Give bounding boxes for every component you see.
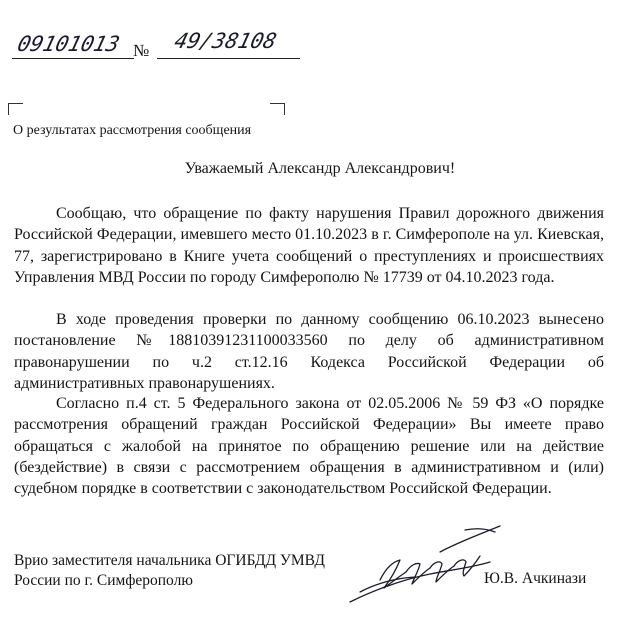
subject-bracket-left [8,103,23,115]
paragraph-appeal-rights: Согласно п.4 ст. 5 Федерального закона от 02.05.2006 № 59 ФЗ «О порядке рассмотрения обращений граждан Российской Федерации» Вы имеете право обращаться с жалобой на принятое по обращению решение или на действие (бездействие) в связи с рассмотрением обращения в административном и (или) судебном порядке в соответствии с законодательством Российской Федерации. [14,395,604,498]
paragraph-registration: Сообщаю, что обращение по факту нарушения Правил дорожного движения Российской Федерации, имевшего место 01.10.2023 в г. Симферополе на ул. Киевская, 77, зарегистрировано в Книге учета сообщений о преступлениях и происшествиях Управления МВД России по городу Симферополю № 17739 от 04.10.2023 года. [14,205,604,286]
signatory-name: Ю.В. Ачкинази [484,570,587,587]
number-underline [157,58,300,59]
number-label: № [133,41,150,60]
subject-line: О результатах рассмотрения сообщения [13,123,252,138]
date-underline [12,58,134,59]
salutation: Уважаемый Александр Александрович! [184,160,456,177]
handwritten-signature [340,522,510,614]
paragraph-resolution: В ходе проведения проверки по данному сообщению 06.10.2023 вынесено постановление №18810391231100033560 по делу об административном правонарушении по ч.2 ст.12.16 Кодекса Российской Федерации об административных правонарушениях. [14,311,604,392]
subject-bracket-right [270,103,285,115]
registration-date: 09101013 [15,32,123,56]
signatory-title [14,551,325,591]
signatory-title-line-2: России по г. Симферополю [14,572,193,589]
registration-number: 49/38108 [172,29,280,53]
signatory-title-line-1: Врио заместителя начальника ОГИБДД УМВД [14,552,325,569]
